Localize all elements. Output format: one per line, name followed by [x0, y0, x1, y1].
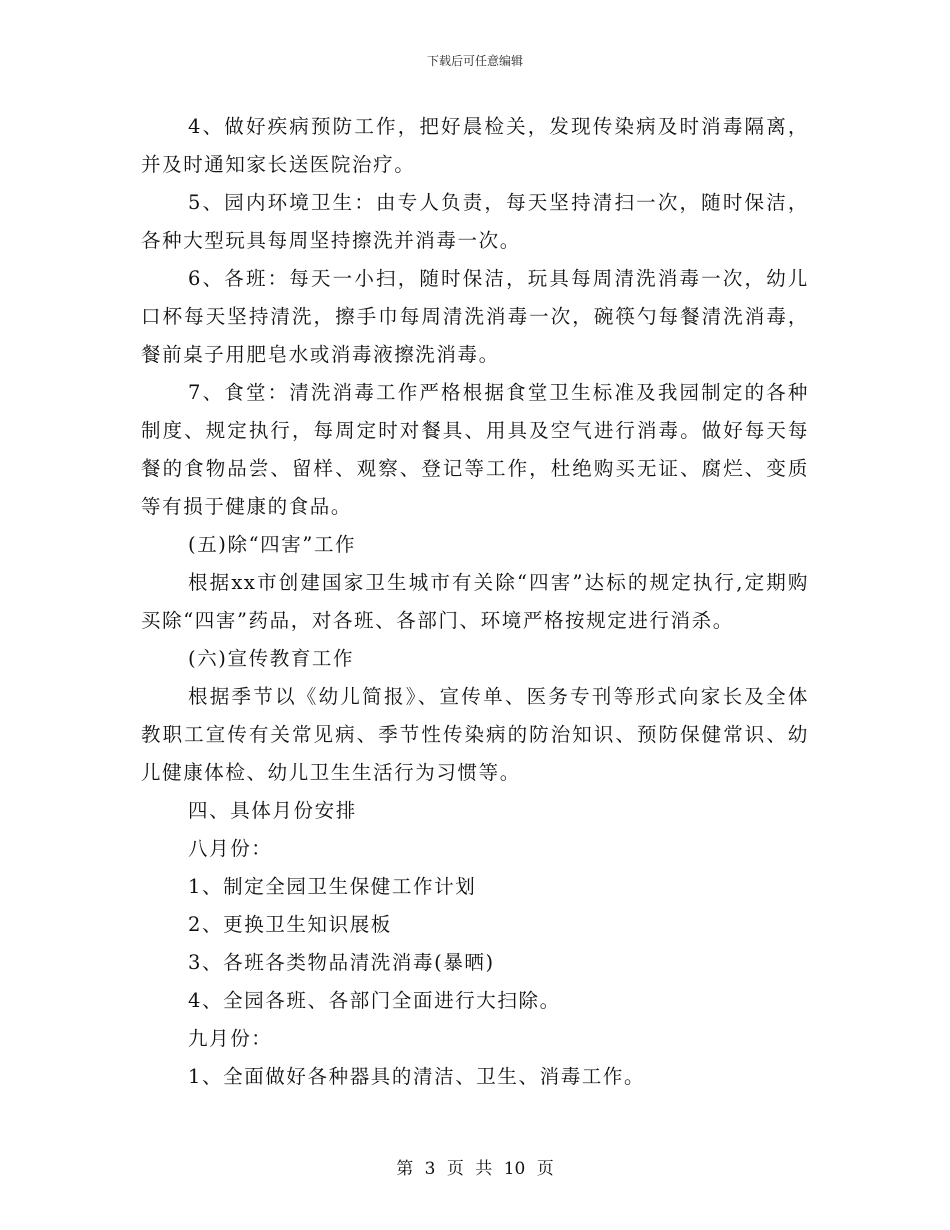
month-label-august: 八月份： [188, 837, 273, 860]
document-body [141, 108, 809, 1096]
list-item: 2、更换卫生知识展板 [188, 913, 392, 936]
list-item: 3、各班各类物品清洗消毒(暴晒) [188, 951, 495, 974]
page-header-note: 下载后可任意编辑 [426, 54, 523, 68]
paragraph-disease-prevention: 4、做好疾病预防工作，把好晨检关，发现传染病及时消毒隔离，并及时通知家长送医院治疗。 [141, 115, 809, 176]
month-label-september: 九月份： [188, 1027, 273, 1050]
paragraph-education: 根据季节以《幼儿简报》、宣传单、医务专刊等形式向家长及全体教职工宣传有关常见病、季节性传染病的防治知识、预防保健常识、幼儿健康体检、幼儿卫生生活行为习惯等。 [141, 685, 809, 784]
section-heading-four-pests: (五)除“四害”工作 [188, 533, 357, 556]
section-heading-monthly-schedule: 四、具体月份安排 [188, 799, 357, 822]
page-number: 第 3 页 共 10 页 [396, 1159, 554, 1179]
list-item: 1、制定全园卫生保健工作计划 [188, 875, 477, 898]
list-item: 1、全面做好各种器具的清洁、卫生、消毒工作。 [188, 1065, 646, 1088]
paragraph-canteen: 7、食堂：清洗消毒工作严格根据食堂卫生标准及我园制定的各种制度、规定执行，每周定时对餐具、用具及空气进行消毒。做好每天每餐的食物品尝、留样、观察、登记等工作，杜绝购买无证、腐烂、变质等有损于健康的食品。 [141, 381, 809, 518]
paragraph-four-pests: 根据xx市创建国家卫生城市有关除“四害”达标的规定执行,定期购买除“四害”药品，对各班、各部门、环境严格按规定进行消杀。 [141, 571, 809, 632]
section-heading-education: (六)宣传教育工作 [188, 647, 355, 670]
list-item: 4、全园各班、各部门全面进行大扫除。 [188, 989, 561, 1012]
paragraph-class-cleaning: 6、各班：每天一小扫，随时保洁，玩具每周清洗消毒一次，幼儿口杯每天坚持清洗，擦手巾每周清洗消毒一次，碗筷勺每餐清洗消毒，餐前桌子用肥皂水或消毒液擦洗消毒。 [141, 267, 809, 366]
paragraph-campus-hygiene: 5、园内环境卫生：由专人负责，每天坚持清扫一次，随时保洁，各种大型玩具每周坚持擦洗并消毒一次。 [141, 191, 809, 252]
